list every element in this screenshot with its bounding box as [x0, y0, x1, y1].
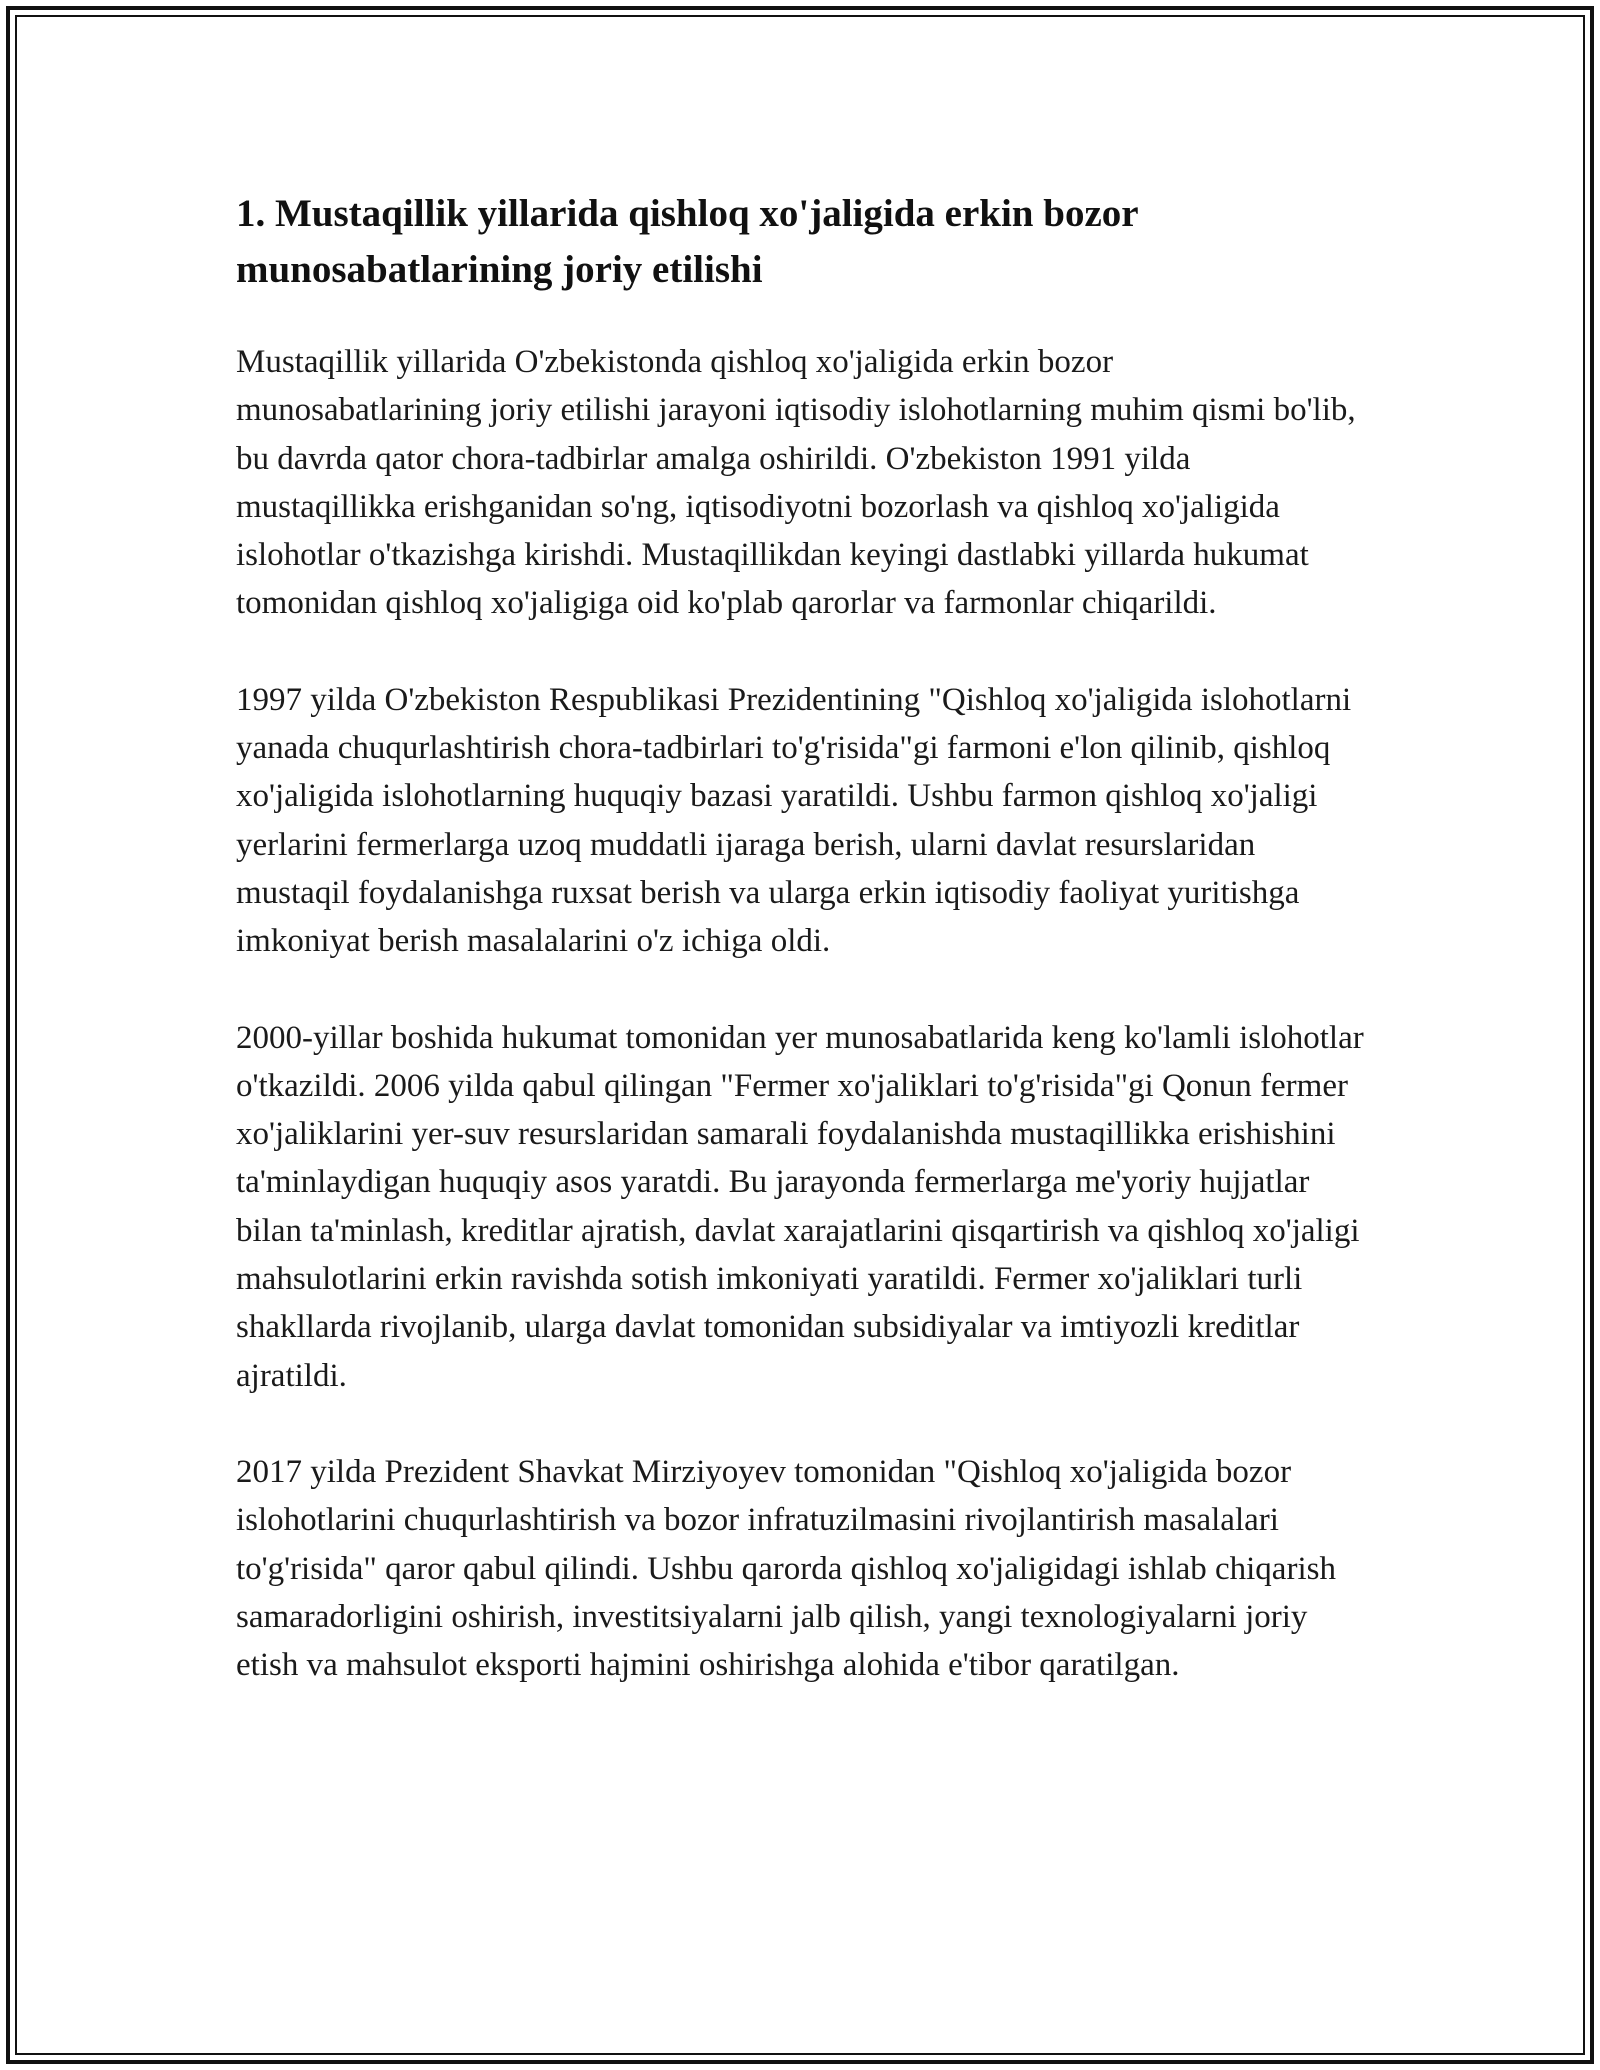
paragraph-3: 2000-yillar boshida hukumat tomonidan yer munosabatlarida keng ko'lamli islohotlar o'tkazildi. 2006 yilda qabul qilingan "Fermer xo'jaliklari to'g'risida"gi Qonun fermer xo'jaliklarini yer-suv resurslaridan samarali foydalanishda mustaqillikka erishishini ta'minlaydigan huquqiy asos yaratdi. Bu jarayonda fermerlarga me'yoriy hujjatlar bilan ta'minlash, kreditlar ajratish, davlat xarajatlarini qisqartirish va qishloq xo'jaligi mahsulotlarini erkin ravishda sotish imkoniyati yaratildi. Fermer xo'jaliklari turli shakllarda rivojlanib, ularga davlat tomonidan subsidiyalar va imtiyozli kreditlar ajratildi.: [236, 1019, 1364, 1394]
paragraph-1: Mustaqillik yillarida O'zbekistonda qishloq xo'jaligida erkin bozor munosabatlarining joriy etilishi jarayoni iqtisodiy islohotlarning muhim qismi bo'lib, bu davrda qator chora-tadbirlar amalga oshirildi. O'zbekiston 1991 yilda mustaqillikka erishganidan so'ng, iqtisodiyotni bozorlash va qishloq xo'jaligida islohotlar o'tkazishga kirishdi. Mustaqillikdan keyingi dastlabki yillarda hukumat tomonidan qishloq xo'jaligiga oid ko'plab qarorlar va farmonlar chiqarildi.: [236, 344, 1356, 622]
paragraph-2: 1997 yilda O'zbekiston Respublikasi Prezidentining "Qishloq xo'jaligida islohotlarni yanada chuqurlashtirish chora-tadbirlari to'g'risida"gi farmoni e'lon qilinib, qishloq xo'jaligida islohotlarning huquqiy bazasi yaratildi. Ushbu farmon qishloq xo'jaligi yerlarini fermerlarga uzoq muddatli ijaraga berish, ularni davlat resurslaridan mustaqil foydalanishga ruxsat berish va ularga erkin iqtisodiy faoliyat yuritishga imkoniyat berish masalalarini o'z ichiga oldi.: [236, 681, 1352, 960]
paragraph-4: 2017 yilda Prezident Shavkat Mirziyoyev tomonidan "Qishloq xo'jaligida bozor islohotlarini chuqurlashtirish va bozor infratuzilmasini rivojlantirish masalalari to'g'risida" qaror qabul qilindi. Ushbu qarorda qishloq xo'jaligidagi ishlab chiqarish samaradorligini oshirish, investitsiyalarni jalb qilish, yangi texnologiyalarni joriy etish va mahsulot eksporti hajmini oshirishga alohida e'tibor qaratilgan.: [236, 1453, 1336, 1684]
document-body: [236, 186, 1366, 1689]
section-heading: 1. Mustaqillik yillarida qishloq xo'jaligida erkin bozor munosabatlarining joriy etilishi: [236, 192, 1138, 291]
